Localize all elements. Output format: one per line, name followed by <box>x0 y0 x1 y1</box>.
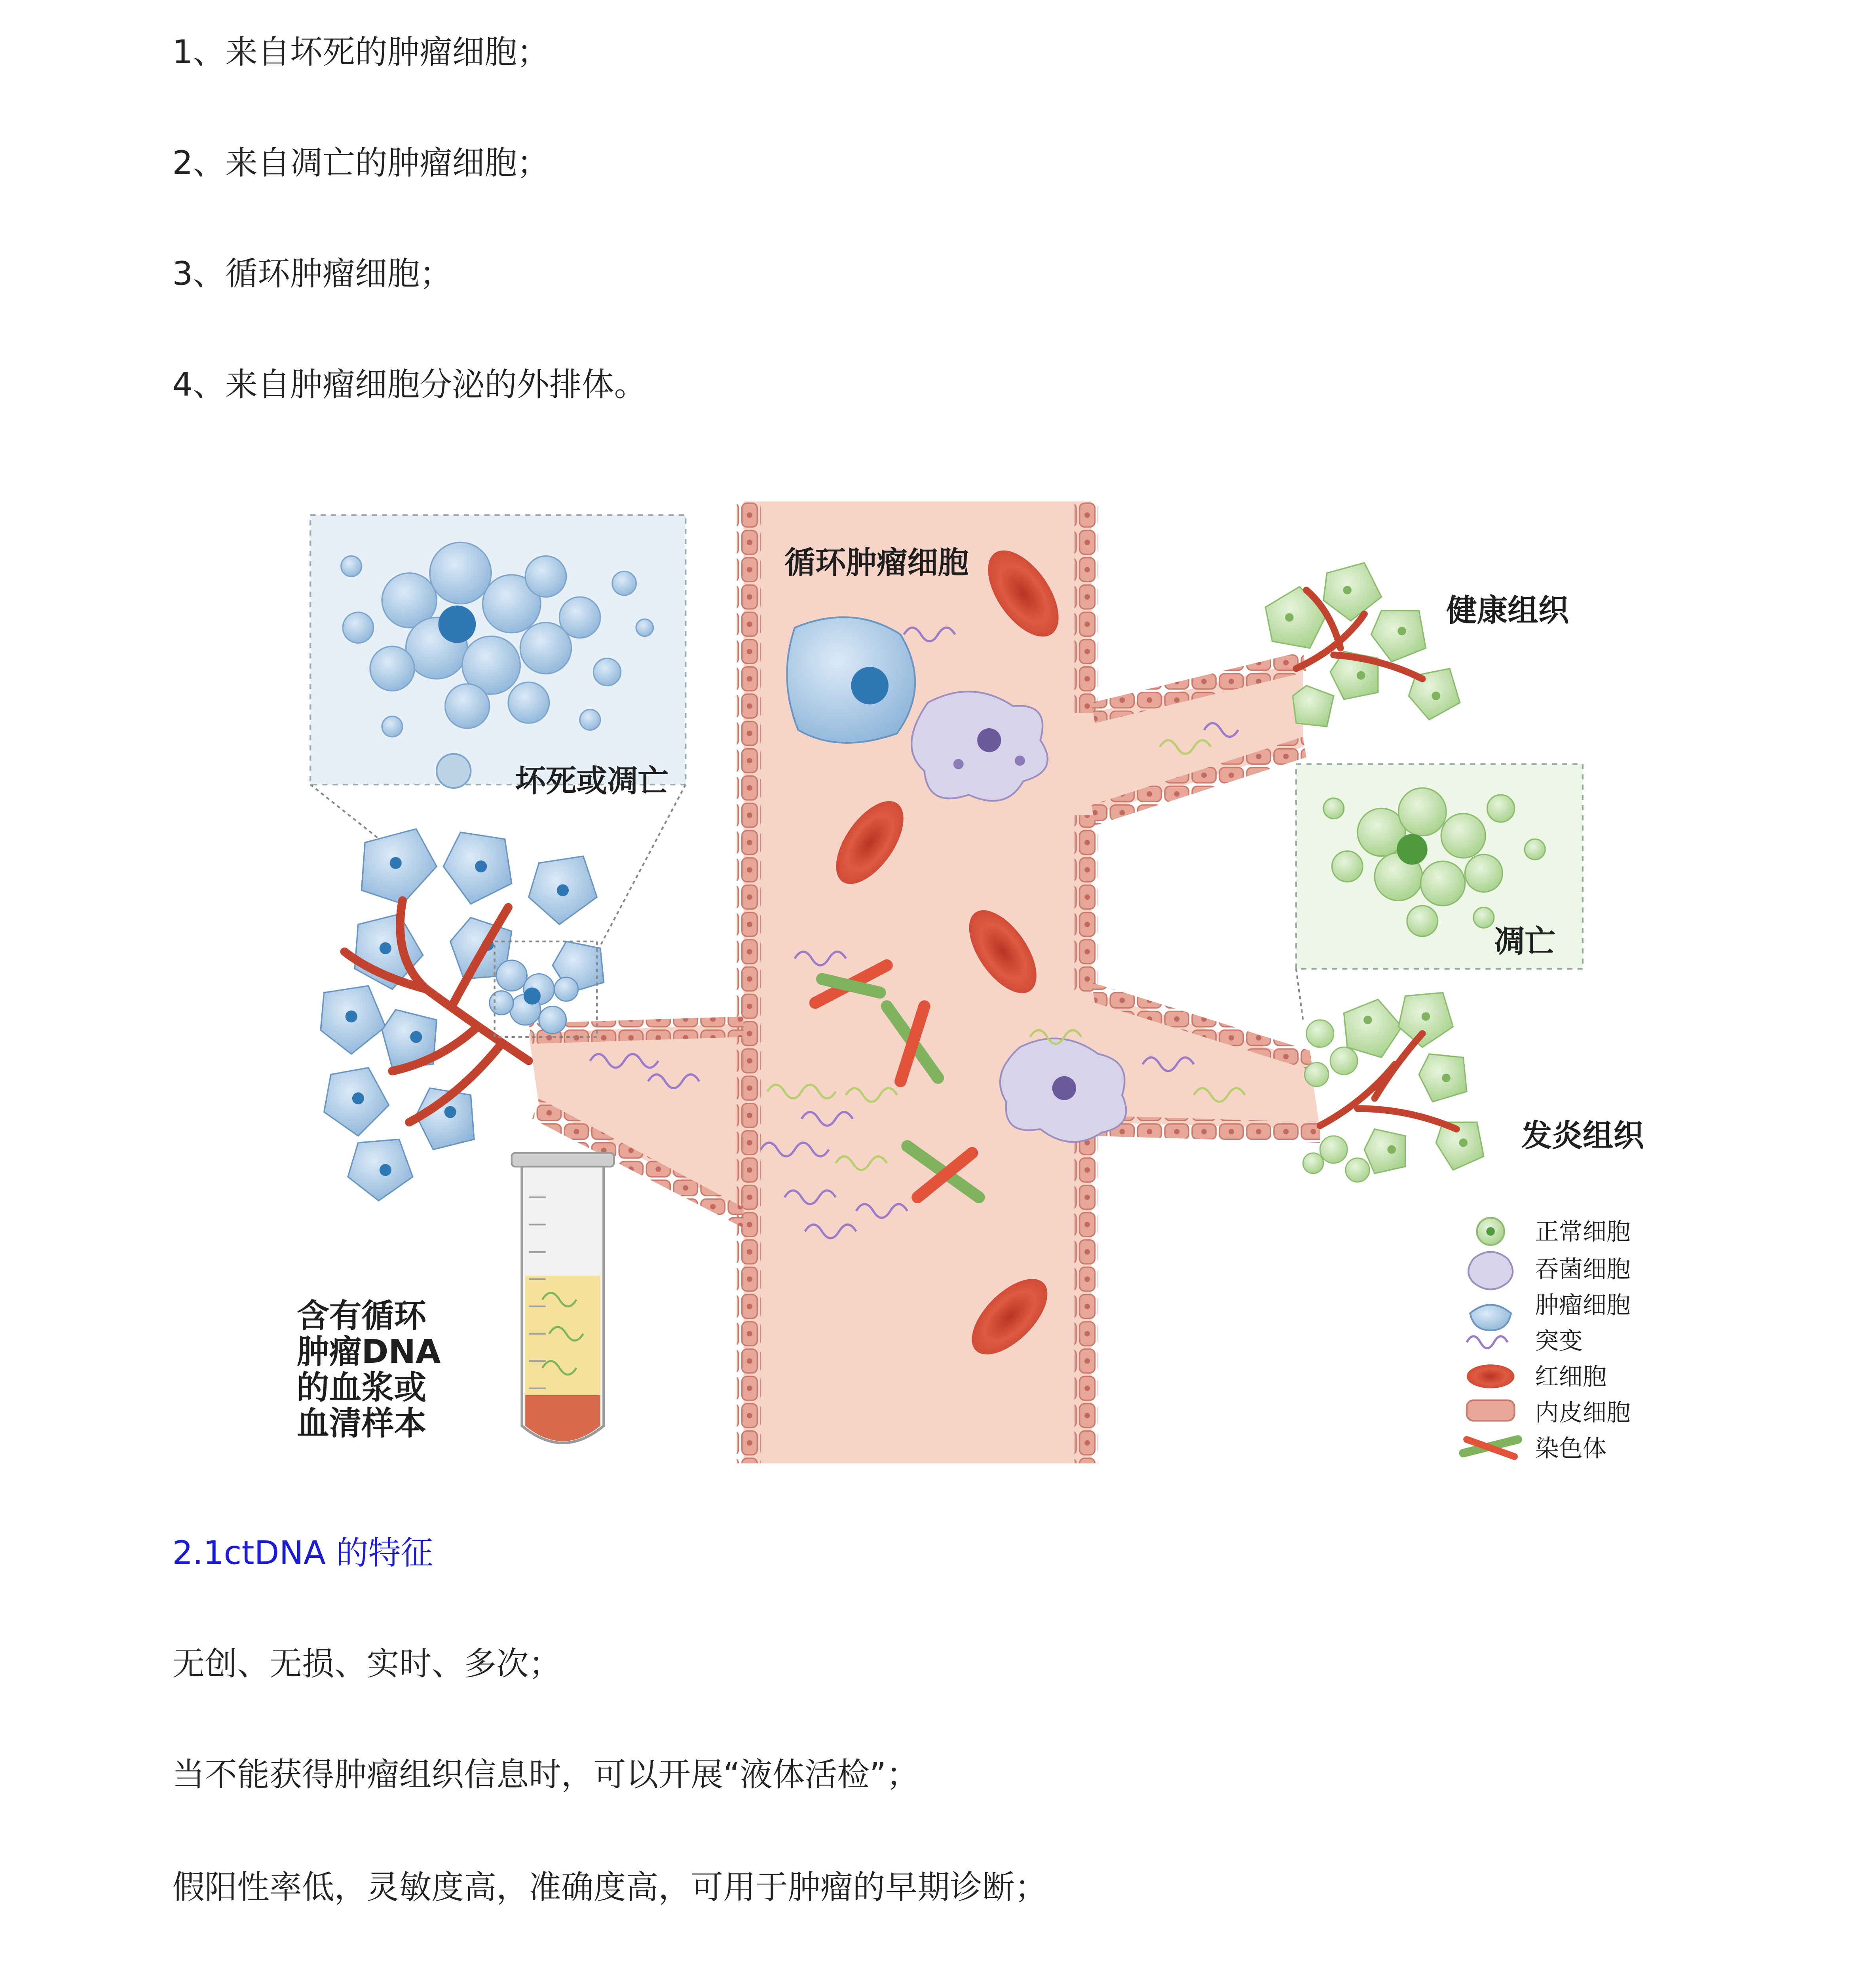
inflamed-label: 发炎组织 <box>1521 1118 1644 1154</box>
legend-item: 肿瘤细胞 <box>1535 1291 1631 1320</box>
red-blood-cell-icon <box>1467 1364 1515 1388</box>
legend-item: 吞菌细胞 <box>1535 1255 1631 1284</box>
mutation-icon <box>1467 1336 1508 1348</box>
svg-text:含有循环: 含有循环 <box>296 1297 427 1335</box>
svg-text:的血浆或: 的血浆或 <box>296 1369 427 1407</box>
tumor-cell-icon <box>1470 1305 1511 1330</box>
body-line: 假阳性率低，灵敏度高，准确度高，可用于肿瘤的早期诊断； <box>172 1869 1047 1907</box>
legend-item: 染色体 <box>1535 1434 1607 1462</box>
apoptosis-label: 凋亡 <box>1494 923 1555 959</box>
body-line: 无创、无损、实时、多次； <box>172 1646 561 1684</box>
svg-text:血清样本: 血清样本 <box>296 1404 427 1442</box>
ctc-label: 循环肿瘤细胞 <box>784 545 969 581</box>
list-item: 4、来自肿瘤细胞分泌的外排体。 <box>172 367 647 405</box>
legend-item: 内皮细胞 <box>1535 1399 1631 1427</box>
chromosome-icon <box>1463 1440 1518 1457</box>
ctdna-source-figure <box>290 447 1757 1487</box>
phagocyte-icon <box>1468 1252 1513 1290</box>
necrosis-label: 坏死或凋亡 <box>515 763 669 799</box>
list-item: 1、来自坏死的肿瘤细胞； <box>172 34 549 72</box>
body-line: 当不能获得肿瘤组织信息时，可以开展“液体活检”； <box>172 1757 919 1795</box>
circulating-tumor-cell <box>787 617 915 743</box>
normal-cell-icon <box>1477 1218 1504 1245</box>
legend-item: 正常细胞 <box>1535 1218 1631 1246</box>
necrosis-inset <box>310 515 685 788</box>
list-item: 3、循环肿瘤细胞； <box>172 256 452 294</box>
healthy-label: 健康组织 <box>1446 593 1569 629</box>
svg-text:肿瘤DNA: 肿瘤DNA <box>296 1333 441 1371</box>
section-heading: 2.1ctDNA 的特征 <box>172 1535 433 1573</box>
endothelial-cell-icon <box>1467 1400 1515 1421</box>
sample-label <box>297 1297 441 1442</box>
tumor-tissue <box>321 829 604 1200</box>
inflamed-tissue <box>1303 993 1484 1182</box>
legend-item: 红细胞 <box>1535 1363 1607 1391</box>
healthy-tissue <box>1265 563 1460 727</box>
sample-tube <box>512 1153 614 1443</box>
legend-item: 突变 <box>1535 1327 1583 1355</box>
figure-legend <box>1463 1218 1630 1462</box>
list-item: 2、来自凋亡的肿瘤细胞； <box>172 145 549 183</box>
